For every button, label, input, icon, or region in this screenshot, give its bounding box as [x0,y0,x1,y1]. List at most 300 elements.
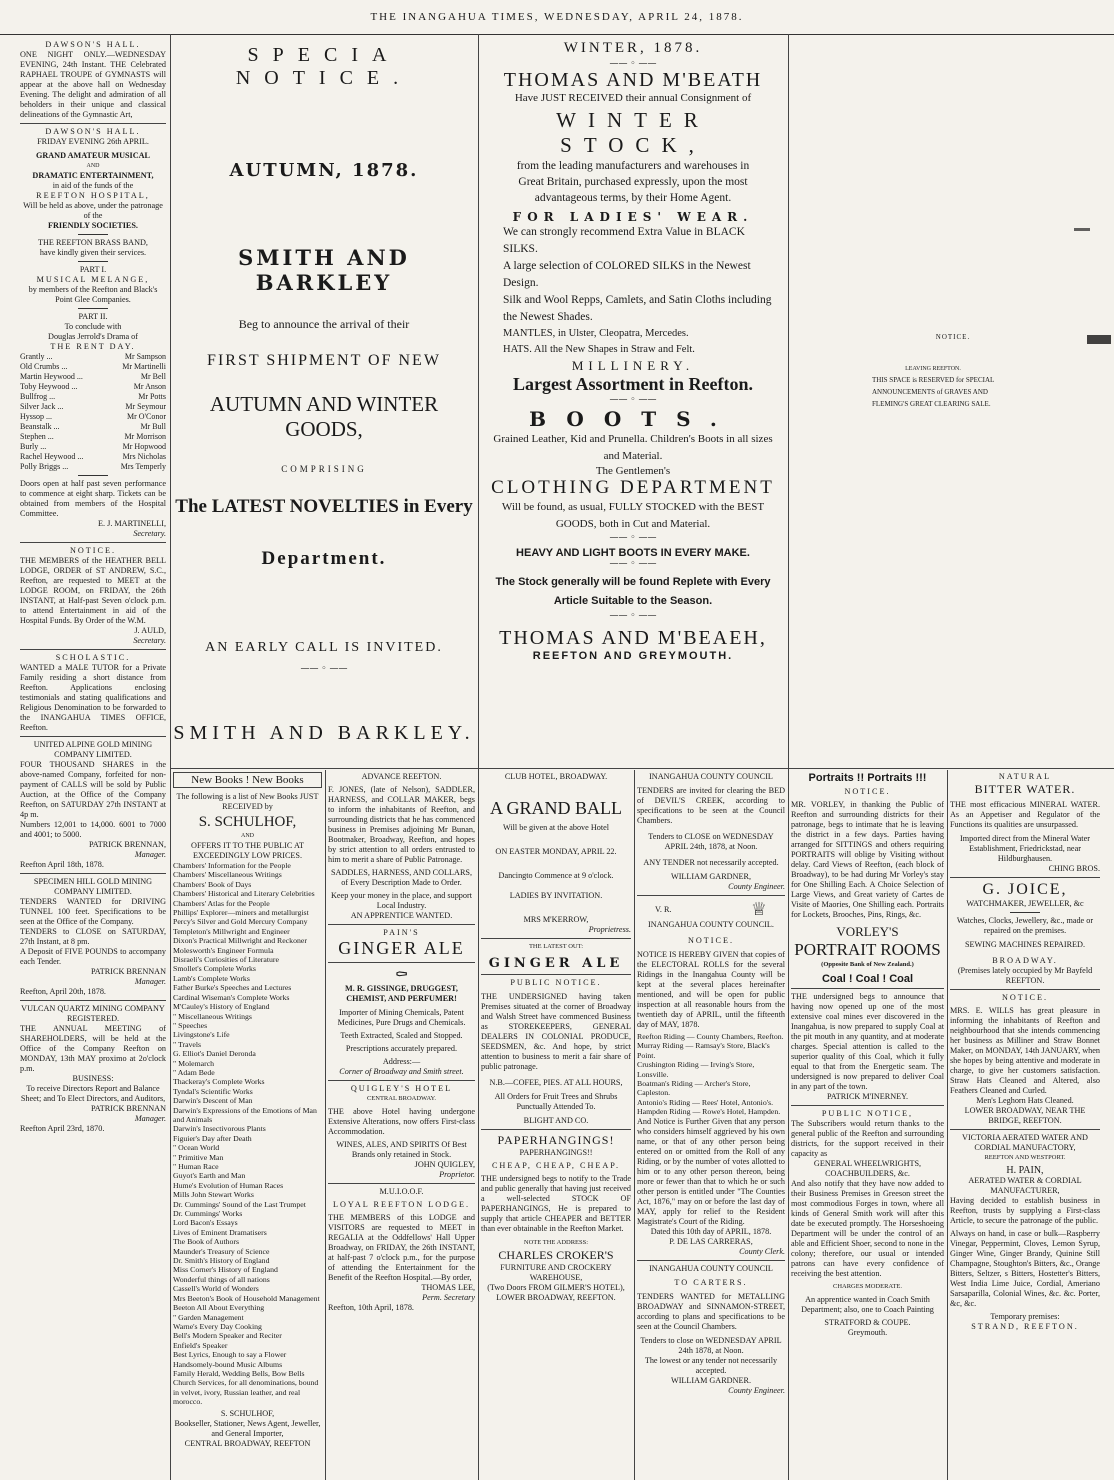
ching-signature: CHING BROS. [1048,864,1100,873]
book-item: Dixon's Practical Millwright and Reckoner [173,936,307,946]
book-item: Chambers' Atlas for the People [173,898,270,908]
concert-heading-2: DRAMATIC ENTERTAINMENT, [32,171,154,180]
boots-body: Grained Leather, Kid and Prunella. Children's Boots in all sizes and Material. [493,433,773,462]
concert-aid: in aid of the funds of the [52,181,134,190]
leghorn-line: Men's Leghorn Hats Cleaned. [976,1096,1074,1105]
book-item: Tyndal's Scientific Works [173,1086,253,1096]
advance-column [328,772,475,1476]
alpine-date: Reefton April 18th, 1878. [20,860,104,869]
book-item: Cardinal Wiseman's Complete Works [173,992,290,1002]
vulcan-manager: Manager. [134,1114,166,1123]
book-item: Chambers' Historical and Literary Celebrities [173,889,315,899]
cast-row [20,442,166,452]
book-item: " Ocean World [173,1143,220,1153]
notice-heading-4: NOTICE. [1001,993,1049,1002]
divider [950,989,1100,990]
column-rule [634,770,635,1480]
book-item: Bell's Modern Speaker and Reciter [173,1331,282,1341]
book-item: " Human Race [173,1162,219,1171]
book-item: Miss Corner's History of England [173,1265,278,1275]
column-rule [170,34,171,1480]
divider [481,974,631,975]
cast-row [20,382,166,392]
section-rule [170,768,1114,769]
specimen-close: TENDERS to CLOSE on SATURDAY, 27th Instant, at 8 pm. [20,927,166,946]
cast-row [20,422,166,432]
cast-actor: Mr Anson [133,382,166,391]
comprising-label: COMPRISING [281,464,367,474]
divider [328,924,475,925]
gardner-signature-2: WILLIAM GARDNER. [670,1375,752,1385]
book-item: Family Herald, Wedding Bells, Bow Bells [173,1368,305,1378]
specimen-date: Reefton, April 20th, 1878. [20,987,106,996]
ink-speck [1087,335,1111,344]
melange-body: by members of the Reefton and Black's Point Glee Companies. [28,285,158,304]
muioof-heading: M.U.I.O.O.F. [379,1187,424,1196]
cast-actor: Mrs Temperly [120,462,166,471]
column-1 [20,40,166,1476]
book-item: Phillips' Explorer—miners and metallurgist [173,908,309,918]
latest-novelties: The LATEST NOVELTIES in Every [175,496,473,517]
book-item: Cassell's World of Wonders [173,1284,259,1294]
cast-role: Toby Heywood ... [20,382,78,391]
victoria-heading: VICTORIA AERATED WATER AND CORDIAL MANUFACTORY, [962,1133,1088,1152]
council-close: Tenders to CLOSE on WEDNESDAY APRIL 24th, 1878, at Noon. [648,832,774,851]
victoria-sub: REEFTON AND WESTPORT. [984,1154,1066,1161]
drama: Douglas Jerrold's Drama of [48,332,138,341]
public-notice-body: THE UNDERSIGNED having taken Premises situated at the corner of Broadway and Walsh Street have commenced Business as STOREKEEPERS, GENERAL DEALERS IN COLONIAL PRODUCE, SEEDSMEN, &c. And hope, by strict attention to business to merit a fair share of public patronage. [481,992,631,1071]
notice-heading: NOTICE. [935,333,971,341]
aerated-heading: AERATED WATER & CORDIAL MANUFACTURER, [968,1176,1082,1195]
book-item: Smollet's Complete Works [173,964,256,974]
pains-label: PAIN'S [383,928,420,937]
divider [78,261,108,262]
raphael-troupe-notice: ONE NIGHT ONLY.—WEDNESDAY EVENING, 24th Instant. THE Celebrated RAPHAEL TROUPE of GYMNASTS will appear at the above hall on Wednesday Evening. The delight and admiration of all beholders in their unique and classical delineations of the Gymnastic Art, [20,50,166,119]
book-item: Mrs Beeton's Book of Household Management [173,1293,320,1303]
divider [20,123,166,124]
cast-actor: Mr Bull [140,422,166,431]
new-books-heading: New Books ! New Books [173,772,322,788]
cast-role: Polly Briggs ... [20,462,69,471]
ladies-invitation: LADIES BY INVITATION. [509,891,603,900]
charges-moderate: CHARGES MODERATE. [833,1283,902,1290]
wheelwrights: GENERAL WHEELWRIGHTS, COACHBUILDERS, &c. [813,1159,922,1178]
cast-row [20,392,166,402]
book-item: M'Cauley's History of England [173,1002,270,1012]
cast-role: Stephen ... [20,432,54,441]
column-rule [788,34,789,1480]
grand-ball-heading: A GRAND BALL [489,798,622,818]
cast-actor: Mr Martinelli [122,362,166,371]
quigley-proprietor: Proprietor. [439,1170,475,1179]
part-one: PART I. [79,265,107,274]
book-item: Handsomely-bound Music Albums [173,1359,283,1369]
lodge-body: THE MEMBERS of this LODGE and VISITORS are requested to MEET in REGALIA at the Oddfellows' Hall Upper Broadway, on FRIDAY, the 26th INSTANT, at half-past 7 o'clock p.m., for the purpose of attending the Entertainment for the Benefit of the Reefton Hospital.—By order, [328,1213,475,1282]
book-item: Darwin's Expressions of the Emotions of Man and Animals [173,1105,317,1124]
thomas-mbeath-heading: THOMAS AND M'BEATH [503,69,763,91]
notice-heading-2: NOTICE. [687,936,735,945]
divider [1010,912,1040,913]
heather-bell-notice: THE MEMBERS of the HEATHER BELL LODGE, ORDER of ST ANDREW, S.C., Reefton, are requested to MEET at the LODGE ROOM, on FRIDAY, the 26th INSTANT, at Half-past Seven o'clock p.m. to attend Entertainment in aid of the Hospital Funds. By Order of the W.M. [20,556,166,625]
gissinge-heading: M. R. GISSINGE, DRUGGEST, CHEMIST, AND PERFUMER! [345,984,458,1003]
latest-out: THE LATEST OUT: [528,943,584,950]
black-silks: We can strongly recommend Extra Value in BLACK SILKS. [503,226,745,255]
cast-row [20,452,166,462]
specimen-deposit: A Deposit of FIVE POUNDS to accompany each Tender. [20,947,166,966]
council-heading-2: INANGAHUA COUNTY COUNCIL. [648,920,774,929]
carters-close: Tenders to close on WEDNESDAY APRIL 24th 1878, at Noon. [640,1335,782,1355]
cheap-line: CHEAP, CHEAP, CHEAP. [491,1161,621,1170]
wills-notice: MRS. E. WILLS has great pleasure in informing the inhabitants of Reefton and neighbourhood that she intends commencing her business as Milliner and Straw Bonnet Maker, on MONDAY, 14th JANUARY, when she hopes by being attentive and moderate in charge, to give her customers satisfaction. Straw Hats Cleaned and Altered, also Feathers Cleaned and Curled. [950,1006,1100,1095]
cast-actor: Mr Bell [140,372,166,381]
auld-signature: J. AULD, [134,626,166,635]
divider [637,1260,785,1261]
books-offers: OFFERS IT TO THE PUBLIC AT EXCEEDINGLY LOW PRICES. [191,841,304,860]
book-item: " Primitive Man [173,1152,224,1162]
cast-row [20,402,166,412]
loyal-lodge: LOYAL REEFTON LODGE. [332,1200,471,1209]
divider [950,1129,1100,1130]
divider [20,649,166,650]
dancing-time: Dancingto Commence at 9 o'clock. [498,871,614,880]
book-item: " Molemarch [173,1058,215,1068]
club-hotel-heading: CLUB HOTEL, BROADWAY. [504,772,608,781]
column-4 [792,40,1114,768]
public-notice-heading: PUBLIC NOTICE. [510,978,602,987]
pain-heading: H. PAIN, [1006,1165,1044,1176]
winter-stock: WINTER STOCK, [556,108,710,157]
book-item: Enfield's Speaker [173,1340,228,1350]
saddles-line: SADDLES, HARNESS, AND COLLARS, of Every Description Made to Order. [330,868,473,887]
ink-speck [1074,228,1090,231]
schulhof-trade: Bookseller, Stationer, News Agent, Jeweller, and General Importer, [174,1418,321,1438]
book-item: Dr. Cummings' Works [173,1209,243,1219]
riding-item: Reefton Riding — County Chambers, Reefton. [637,1032,784,1041]
concert-and: AND [86,163,100,169]
ornament-rule: —— ◦ —— [609,611,657,621]
schulhof-address: CENTRAL BROADWAY, REEFTON [184,1438,311,1448]
reefton-hospital: REEFTON HOSPITAL, [36,191,150,200]
bitter-water-body: THE most efficacious MINERAL WATER. As an Appetiser and Regulator of the Functions its qualities are unsurpassed. [950,800,1100,829]
riding-item: Murray Riding — Ramsay's Store, Black's Point. [637,1041,770,1060]
paperhangings-sub: PAPERHANGINGS!! [519,1148,593,1157]
gentlemens: The Gentlemen's [595,465,671,477]
book-item: Lamb's Complete Works [173,973,250,983]
smith-barkley-heading: SMITH AND BARKLEY [238,245,410,295]
gardner-signature: WILLIAM GARDNER, [670,872,752,881]
temporary-premises: Temporary premises: [990,1312,1060,1321]
specimen-heading: SPECIMEN HILL GOLD MINING COMPANY LIMITED. [33,877,153,896]
notice-heading-3: NOTICE. [844,787,891,796]
smith-barkley-footer: SMITH AND BARKLEY. [173,722,475,744]
royal-crest-icon: ♕ [750,899,767,920]
teeth-line: Teeth Extracted, Scaled and Stopped. [340,1031,463,1040]
book-item: Dr. Cummings' Sound of the Last Trumpet [173,1199,306,1209]
public-notice-body-3: And also notify that they have now added to their Business Premises in Greeson street the most commodious Forges in town, where all kinds of General Smith work will after this date be executed promptly. The Horseshoeing Department will be under the control of an able and Efficient Shoer, second to none in the colony; therefore, our usual or intended patrons can have every confidence of receiving the best attention. [791,1179,944,1278]
mortar-icon: ⚰ [394,965,409,984]
cast-actor: Mr Morrison [124,432,166,441]
alpine-numbers: Numbers 12,001 to 14,000. 6001 to 7000 and 4001; to 5000. [20,820,166,839]
cast-role: Rachel Heywood ... [20,452,84,461]
cast-actor: Mr Seymour [125,402,166,411]
book-item: Guyot's Earth and Man [173,1171,246,1181]
county-engineer-2: County Engineer. [728,1385,785,1395]
riding-item: Crushington Riding — Irving's Store, Lonsville. [637,1060,755,1079]
book-item: Darwin's Descent of Man [173,1096,253,1106]
natural-heading: NATURAL [998,772,1052,781]
vulcan-heading: VULCAN QUARTZ MINING COMPANY REGISTERED. [21,1004,165,1023]
schulhof-heading: S. SCHULHOF, [198,814,297,830]
divider [481,1129,631,1130]
apprentice-coach: An apprentice wanted in Coach Smith Department; also, one to Coach Painting [801,1295,934,1314]
keep-money: Keep your money in the place, and support Local Industry. [331,891,472,910]
cast-actor: Mr O'Conor [127,412,166,421]
doors-notice: Doors open at half past seven performance to commence at eight sharp. Tickets can be obtained from members of the Hospital Committee. [20,479,166,518]
divider [20,873,166,874]
broadway-heading: BROADWAY. [992,956,1058,965]
paperhangings-body: THE undersigned begs to notify to the Trade and public generally that having just received a well-selected STOCK OF PAPERHANGINGS, He is prepared to supply that article CHEAPER and BETTER than ever obtainable in the Reefton Market. [481,1174,631,1233]
dawsons-hall-heading-2: DAWSON'S HALL. [45,127,141,136]
public-notice-heading-2: PUBLIC NOTICE, [821,1109,914,1118]
mantles-line: MANTLES, in Ulster, Cleopatra, Mercedes. [503,328,689,339]
quigley-body: THE above Hotel having undergone Extensive Alterations, now offers First-class Accommodation. [328,1107,475,1136]
book-item: Templeton's Millwright and Engineer [173,926,290,936]
portraits-heading: Portraits !! Portraits !!! [808,772,927,784]
reefton-greymouth: REEFTON AND GREYMOUTH. [532,650,734,662]
winter-heading: WINTER, 1878. [563,40,703,56]
book-item: The Book of Authors [173,1237,240,1247]
book-item: Disraeli's Curiosities of Literature [173,955,279,965]
advance-heading: ADVANCE REEFTON. [361,772,442,781]
blight-co: BLIGHT AND CO. [523,1116,589,1125]
cast-actor: Mrs Nicholas [122,452,166,461]
divider [78,308,108,309]
book-item: Dr. Smith's History of England [173,1256,270,1266]
book-item: Darwin's Insectivorous Plants [173,1124,266,1134]
croker-doors: (Two Doors FROM GILMER'S HOTEL), [487,1283,625,1292]
book-item: Maunder's Treasury of Science [173,1246,270,1256]
schulhof-signature: S. SCHULHOF, [220,1408,275,1418]
autumn-heading: AUTUMN, 1878. [229,160,419,181]
book-item: Wonderful things of all nations [173,1274,270,1284]
book-item: Percy's Silver and Gold Mercury Company [173,917,308,927]
coffee-pies: N.B.—COFEE, PIES. AT ALL HOURS, [489,1078,623,1087]
prescriptions-line: Prescriptions accurately prepared. [345,1044,458,1053]
council-heading-1: INANGAHUA COUNTY COUNCIL [649,772,773,781]
dawsons-hall-heading: DAWSON'S HALL. [45,40,141,49]
lodge-role: Perm. Secretary [422,1293,475,1302]
sewing-line: SEWING MACHINES REPAIRED. [964,940,1085,949]
musical-melange: MUSICAL MELANGE, [36,275,150,284]
divider [637,895,785,896]
department-line: Department. [261,548,387,569]
book-item: G. Elliot's Daniel Deronda [173,1049,256,1059]
book-item: Mills John Stewart Works [173,1190,254,1200]
watchmaker-line: WATCHMAKER, JEWELLER, &c [966,899,1084,908]
ridings-list [637,1032,785,1117]
alpine-signature: PATRICK BRENNAN, [88,840,166,849]
book-item: Warne's Every Day Cooking [173,1321,262,1331]
book-item: Lord Bacon's Essays [173,1218,238,1228]
joice-heading: G. JOICE, [982,881,1068,898]
lodge-signature: THOMAS LEE, [421,1283,475,1292]
cast-role: Bullfrog ... [20,392,56,401]
cast-row [20,352,166,362]
books-and: AND [241,833,254,839]
book-item: Church Services, for all denominations, bound in velvet, ivory, Russian leather, and real morocco. [173,1378,319,1407]
county-engineer: County Engineer. [728,882,785,891]
book-item: Livingstone's Life [173,1030,230,1040]
book-item: Beeton All About Everything [173,1303,265,1313]
column-rule [325,770,326,1480]
boots-heading: BOOTS. [529,407,737,431]
vulcan-date: Reefton April 23rd, 1870. [20,1124,105,1133]
book-item: " Speeches [173,1020,208,1030]
club-column [481,772,631,1476]
largest-assortment: Largest Assortment in Reefton. [513,374,753,394]
cast-actor: Mr Hopwood [122,442,166,451]
divider [950,877,1100,878]
alpine-heading: UNITED ALPINE GOLD MINING COMPANY LIMITED. [33,740,153,759]
council-heading-3: INANGAHUA COUNTY COUNCIL [649,1263,773,1273]
alpine-body: FOUR THOUSAND SHARES in the above-named Company, forfeited for non-payment of CALLS will be sold by Public Auction, at the Office of the Company Reefton, on SATURDAY 27th INSTANT at 4p m. [20,760,166,819]
concert-heading: GRAND AMATEUR MUSICAL [35,151,151,160]
column-rule [478,34,479,1480]
strand-reefton: STRAND, REEFTON. [971,1322,1079,1331]
ornament-rule: —— ◦ —— [609,59,657,69]
from-line: from the leading manufacturers and warehouses in Great Britain, purchased expressly, upon the most advantageous terms, by their Home Agent. [516,160,750,204]
book-item: Chambers' Information for the People [173,861,291,870]
gissinge-importer: Importer of Mining Chemicals, Patent Medicines, Pure Drugs and Chemicals. [337,1008,466,1027]
bitter-water-heading: BITTER WATER. [974,782,1076,796]
divider [20,736,166,737]
divider [791,988,944,989]
public-notice-body-2: The Subscribers would return thanks to the general public of the Reefton and surrounding districts, for the support received in their capacity as [791,1119,944,1158]
divider [791,1105,944,1106]
book-item: Chambers' Miscellaneous Writings [173,870,282,880]
lowest-tender: The lowest or any tender not necessarily accepted. [644,1355,778,1375]
riding-item: Boatman's Riding — Archer's Store, Capleston. [637,1079,751,1098]
cast-role: Silver Jack ... [20,402,64,411]
specimen-signature: PATRICK BRENNAN [91,967,166,976]
lodge-date: Reefton, 10th April, 1878. [328,1303,414,1312]
to-carters: TO CARTERS. [674,1277,748,1287]
friday-evening-date: FRIDAY EVENING 26th APRIL. [37,137,149,146]
devils-creek-tender: TENDERS are invited for clearing the BED of DEVIL'S CREEK, according to specifications to be seen at the Council Chambers. [637,786,785,825]
quigley-signature: JOHN QUIGLEY, [414,1160,475,1169]
cast-actor: Mr Potts [138,392,166,401]
dated-line: Dated this 10th day of APRIL, 1878. [650,1226,772,1236]
cast-role: Beanstalk ... [20,422,60,431]
premises-line: (Premises lately occupied by Mr Bayfeld REEFTON. [957,966,1093,985]
coal-heading: Coal ! Coal ! Coal [821,973,914,985]
stock-replete: The Stock generally will be found Replete with Every Article Suitable to the Season. [495,576,771,607]
carreras-signature: P. DE LAS CARRERAS, [669,1236,753,1246]
electoral-rolls-notice: NOTICE IS HEREBY GIVEN that copies of the ELECTORAL ROLLS for the several Ridings in the Inangahua County will be kept at the several places hereinafter mentioned, and will be open for public inspection at all reasonable hours from the twentieth day of APRIL, until the fifteenth day of MAY, 1878. [637,950,785,1029]
any-tender: ANY TENDER not necessarily accepted. [643,858,779,867]
council-column [637,772,785,1476]
column-2 [172,40,476,768]
books-column [173,772,322,1476]
cast-role: Burly ... [20,442,47,451]
aerated-body: Having decided to establish business in Reefton, trusts by supplying a First-class Article, to secure the patronage of the public. [950,1196,1100,1225]
apprentice-wanted: AN APPRENTICE WANTED. [350,911,453,920]
part-two: PART II. [78,312,108,321]
cast-role: Martin Heywood ... [20,372,83,381]
vulcan-items: To receive Directors Report and Balance Sheet; and To Elect Directors, and Auditors, [20,1084,166,1103]
cast-role: Grantly ... [20,352,53,361]
specimen-manager: Manager. [134,977,166,986]
rent-day: THE RENT DAY. [50,342,136,351]
cast-row [20,362,166,372]
divider [328,1183,475,1184]
cast-row [20,462,166,472]
coal-body: THE undersigned begs to announce that having now opened up one of the most extensive coal mines ever discovered in the Inangahua, is now prepared to supply Coal at the pit mouth in any quantity, and at moderate charges. Special attention is called to the superior quality of this Coal, which it fully equal to that from the Energetic seam. The undersigned is now prepared to deliver Coal in any part of the town. [791,992,944,1091]
book-item: Father Burke's Speeches and Lectures [173,983,292,993]
hats-line: HATS. All the New Shapes in Straw and Felt. [503,344,695,355]
gissinge-address: Corner of Broadway and Smith street. [339,1067,464,1076]
cast-actor: Mr Sampson [124,352,166,361]
cast-role: Old Crumbs ... [20,362,68,371]
column-rule [947,770,948,1480]
special-notice-heading: SPECIA NOTICE. [235,44,413,89]
received-line: Have JUST RECEIVED their annual Consignment of [514,92,752,104]
first-shipment: FIRST SHIPMENT OF NEW [207,352,441,369]
thomas-mbeaeh-footer: THOMAS AND M'BEAEH, [499,627,767,649]
ginger-ale-heading: GINGER ALE [338,938,465,958]
martinelli-signature: E. J. MARTINELLI, [98,519,166,528]
cast-list [20,352,166,472]
cast-row [20,432,166,442]
ball-given: Will be given at the above Hotel [502,823,610,832]
carters-body: TENDERS WANTED for METALLING BROADWAY and SINNAMON-STREET, according to plans and specifications to be seen at the Council Chambers. [637,1291,785,1331]
watches-line: Watches, Clocks, Jewellery, &c., made or repaired on the premises. [956,916,1094,935]
stratford-signature: STRATFORD & COUPE. [824,1318,911,1327]
vorley-notice: MR. VORLEY, in thanking the Public of Reefton and surrounding districts for their patronage, begs to intimate that he is leaving the district in a few days. Parties having arranged for SITTINGS and others requiring PORTRAITS will oblige by Visiting without delay. Card Views of Reefton, (each block of Broadway), to be had during Mr Vorley's stay for One Shilling Each. A Choice Selection of Large Views, and Great variety of Cartes de Visite of Maories, One Shilling each. Portraits for Lockets, Brooches, Pins, Rings, &c. [791,800,944,919]
opposite-bank: (Opposite Bank of New Zealand.) [821,961,914,968]
books-intro: The following is a list of New Books JUST RECEIVED by [176,792,319,811]
riding-item: Antonio's Riding — Rees' Hotel, Antonio's. [637,1097,774,1107]
announce-line: Beg to announce the arrival of their [238,317,410,331]
book-item: Molesworth's Engineer Formula [173,945,274,955]
kerrow-signature: MRS M'KERROW, [523,915,589,924]
heavy-boots: HEAVY AND LIGHT BOOTS IN EVERY MAKE. [516,547,750,559]
colored-silks: A large selection of COLORED SILKS in the Newest Design. [503,260,751,289]
book-list [173,861,322,1407]
book-item: " Adam Bede [173,1067,215,1077]
book-item: Thackeray's Complete Works [173,1077,265,1087]
ginger-ale-heading-2: GINGER ALE [488,956,624,971]
divider [20,542,166,543]
further-notice: And Notice is Further Given that any person who considers himself aggrieved by his own name, or that of any other person being entered on or omitted from the Roll of any Riding, or by the number of votes allotted to him or to any other person thereon, being more or fewer than that to which he or such other person is entitled under "The Counties Act, 1876," may on or before the last day of MAY, apply for relief to the Resident Magistrate's Court of the Riding. [637,1116,785,1226]
millinery: MILLINERY. [571,358,695,373]
cast-row [20,412,166,422]
vorleys-heading: VORLEY'S [836,924,899,939]
county-clerk: County Clerk. [739,1246,785,1256]
masthead: THE INANGAHUA TIMES, WEDNESDAY, APRIL 24, 1878. [0,0,1114,35]
greymouth-label: Greymouth. [847,1328,888,1337]
lower-broadway: LOWER BROADWAY, NEAR THE BRIDGE, REEFTON. [964,1106,1086,1125]
book-item: Chambers' Book of Days [173,879,252,889]
book-item: Best Lyrics, Enough to say a Flower [173,1350,287,1360]
vulcan-body: THE ANNUAL MEETING of SHAREHOLDERS, will be held at the Office of the Company Reefton on MONDAY, 13th MAY proximo at 2o'clock p.m. [20,1024,166,1073]
secretary-label: Secretary. [133,529,166,538]
divider [328,962,475,963]
tutor-wanted: WANTED a MALE TUTOR for a Private Family residing a short distance from Reefton. Applications enclosing testimonials and stating qualifications and Religious Denomination to be forwarded to the INANGAHUA TIMES OFFICE, Reefton. [20,663,166,732]
clothing-department: CLOTHING DEPARTMENT [491,477,775,498]
imported-line: Imported direct from the Mineral Water Establishment, Friedrickstad, near Hildburghausen. [960,834,1090,863]
reserved-space-body: THIS SPACE is RESERVED for SPECIAL ANNOUNCEMENTS of GRAVES AND FLEMING'S GREAT CLEARING SALE. [872,376,995,408]
